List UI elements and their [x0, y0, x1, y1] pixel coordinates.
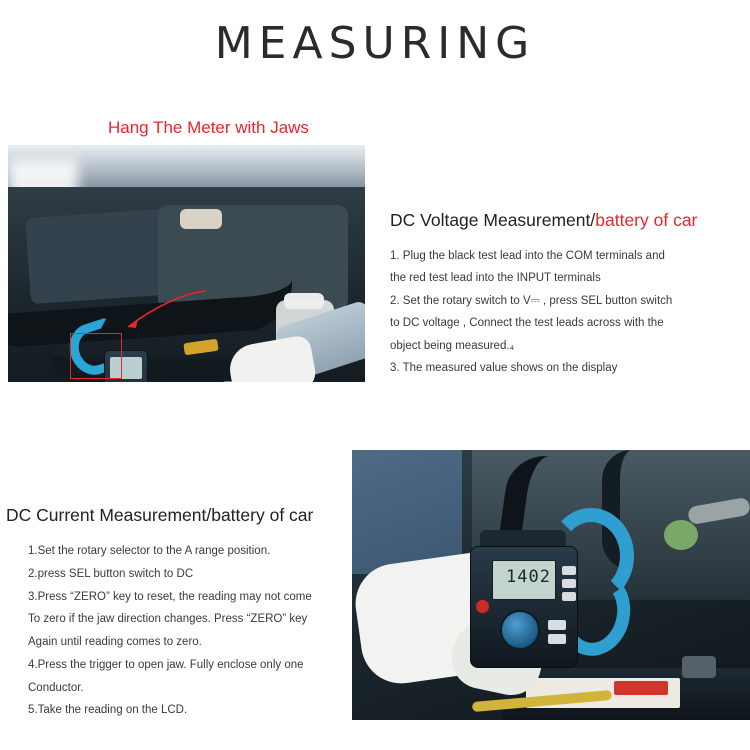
photo1-engine-cap — [180, 209, 222, 229]
photo2-meter-button — [548, 634, 566, 644]
photo2-meter-rotary-dial — [500, 610, 540, 650]
photo1-caption: Hang The Meter with Jaws — [108, 118, 309, 137]
dc-voltage-heading-main: DC Voltage Measurement/ — [390, 210, 596, 230]
photo1-pointer-arrow — [114, 287, 210, 339]
dc-voltage-heading — [390, 210, 742, 231]
dc-current-step-line: 5.Take the reading on the LCD. — [28, 704, 188, 717]
dc-voltage-step-line: 2. Set the rotary switch to V⎓ , press SEL button switch — [390, 294, 673, 307]
page-title: MEASURING — [214, 18, 536, 69]
dc-current-step-line: Again until reading comes to zero. — [28, 636, 202, 649]
dc-current-heading-main: DC Current Measurement/ — [6, 505, 212, 525]
dc-current-step-line: 1.Set the rotary selector to the A range position. — [28, 545, 271, 557]
photo2-meter-button — [562, 566, 576, 575]
engine-bay-photo — [8, 145, 365, 382]
dc-voltage-step-line: 1. Plug the black test lead into the COM terminals and — [390, 250, 665, 262]
meter-display-value: 1402 — [506, 567, 551, 587]
photo2-meter-power-button — [476, 600, 489, 613]
photo2-battery-brand — [614, 681, 668, 695]
dc-current-step-line: Conductor. — [28, 681, 84, 694]
photo2-green-part — [664, 520, 698, 550]
dc-voltage-step-line: the red test lead into the INPUT terminals — [390, 272, 601, 285]
dc-voltage-section — [390, 210, 742, 380]
dc-current-step-line: 2.press SEL button switch to DC — [28, 567, 194, 580]
photo2-meter-lcd — [492, 560, 556, 600]
dc-voltage-step-line: to DC voltage , Connect the test leads across with the — [390, 317, 664, 330]
photo1-highlight-box — [70, 333, 122, 379]
photo2-meter-button — [562, 592, 576, 601]
dc-current-step-line: To zero if the jaw direction changes. Press “ZERO” key — [28, 613, 308, 626]
clamp-meter-photo — [352, 450, 750, 720]
dc-current-step-line: 4.Press the trigger to open jaw. Fully enclose only one — [28, 658, 304, 671]
dc-voltage-steps — [390, 245, 742, 380]
dc-current-section — [6, 505, 356, 722]
dc-voltage-heading-accent: battery of car — [595, 210, 698, 230]
dc-current-steps — [6, 540, 356, 722]
dc-current-heading — [6, 505, 356, 526]
photo2-battery-terminal — [682, 656, 716, 678]
dc-voltage-step-line: object being measured.₄ — [390, 339, 515, 352]
dc-voltage-step-line: 3. The measured value shows on the display — [390, 362, 618, 375]
dc-current-step-line: 3.Press “ZERO” key to reset, the reading may not come — [28, 590, 312, 603]
dc-current-heading-accent: battery of car — [211, 505, 314, 525]
photo2-meter-button — [562, 579, 576, 588]
photo2-meter-button — [548, 620, 566, 630]
